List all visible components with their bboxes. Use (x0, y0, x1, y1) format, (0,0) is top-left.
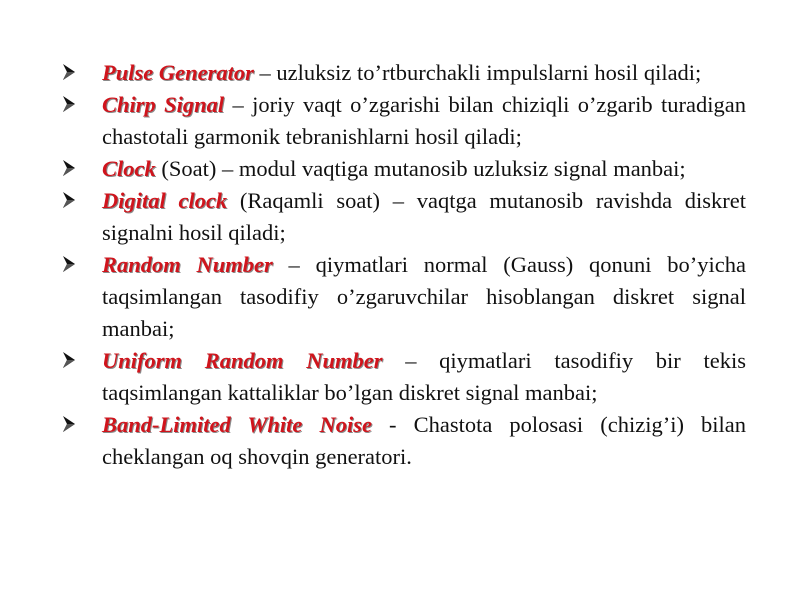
list-item (60, 57, 746, 89)
item-description: - Chastota polosasi (chizig’i) bilan cheklangan oq shovqin generatori. (102, 412, 746, 469)
item-description: – qiymatlari tasodifiy bir tekis taqsimlangan kattaliklar bo’lgan diskret signal manbai; (102, 348, 747, 405)
arrowhead-bullet-icon (60, 185, 82, 217)
list-item (60, 249, 746, 345)
term-random-number: Random Number (102, 252, 273, 277)
term-clock: Clock (102, 156, 156, 181)
slide-content (60, 57, 746, 473)
list-item (60, 89, 746, 153)
list-item (60, 185, 746, 249)
item-description: – joriy vaqt o’zgarishi bilan chiziqli o’zgarib turadigan chastotali garmonik tebranishlarni hosil qiladi; (102, 92, 746, 149)
term-pulse-generator: Pulse Generator (102, 60, 254, 85)
item-description: – uzluksiz to’rtburchakli impulslarni hosil qiladi; (253, 60, 702, 85)
bullet-list (60, 57, 746, 473)
list-item (60, 345, 746, 409)
arrowhead-bullet-icon (60, 57, 82, 89)
term-uniform-random-number: Uniform Random Number (102, 348, 383, 373)
list-item (60, 153, 746, 185)
arrowhead-bullet-icon (60, 409, 82, 441)
term-digital-clock: Digital clock (102, 188, 228, 213)
list-item (60, 409, 746, 473)
term-band-limited-white-noise: Band-Limited White Noise (102, 412, 372, 437)
arrowhead-bullet-icon (60, 153, 82, 185)
arrowhead-bullet-icon (60, 249, 82, 281)
item-description: – qiymatlari normal (Gauss) qonuni bo’yicha taqsimlangan tasodifiy o’zgaruvchilar hisoblangan diskret signal manbai; (102, 252, 747, 341)
arrowhead-bullet-icon (60, 89, 82, 121)
item-description: (Soat) – modul vaqtiga mutanosib uzluksiz signal manbai; (155, 156, 686, 181)
item-description: (Raqamli soat) – vaqtga mutanosib ravishda diskret signalni hosil qiladi; (102, 188, 746, 245)
term-chirp-signal: Chirp Signal (102, 92, 225, 117)
arrowhead-bullet-icon (60, 345, 82, 377)
